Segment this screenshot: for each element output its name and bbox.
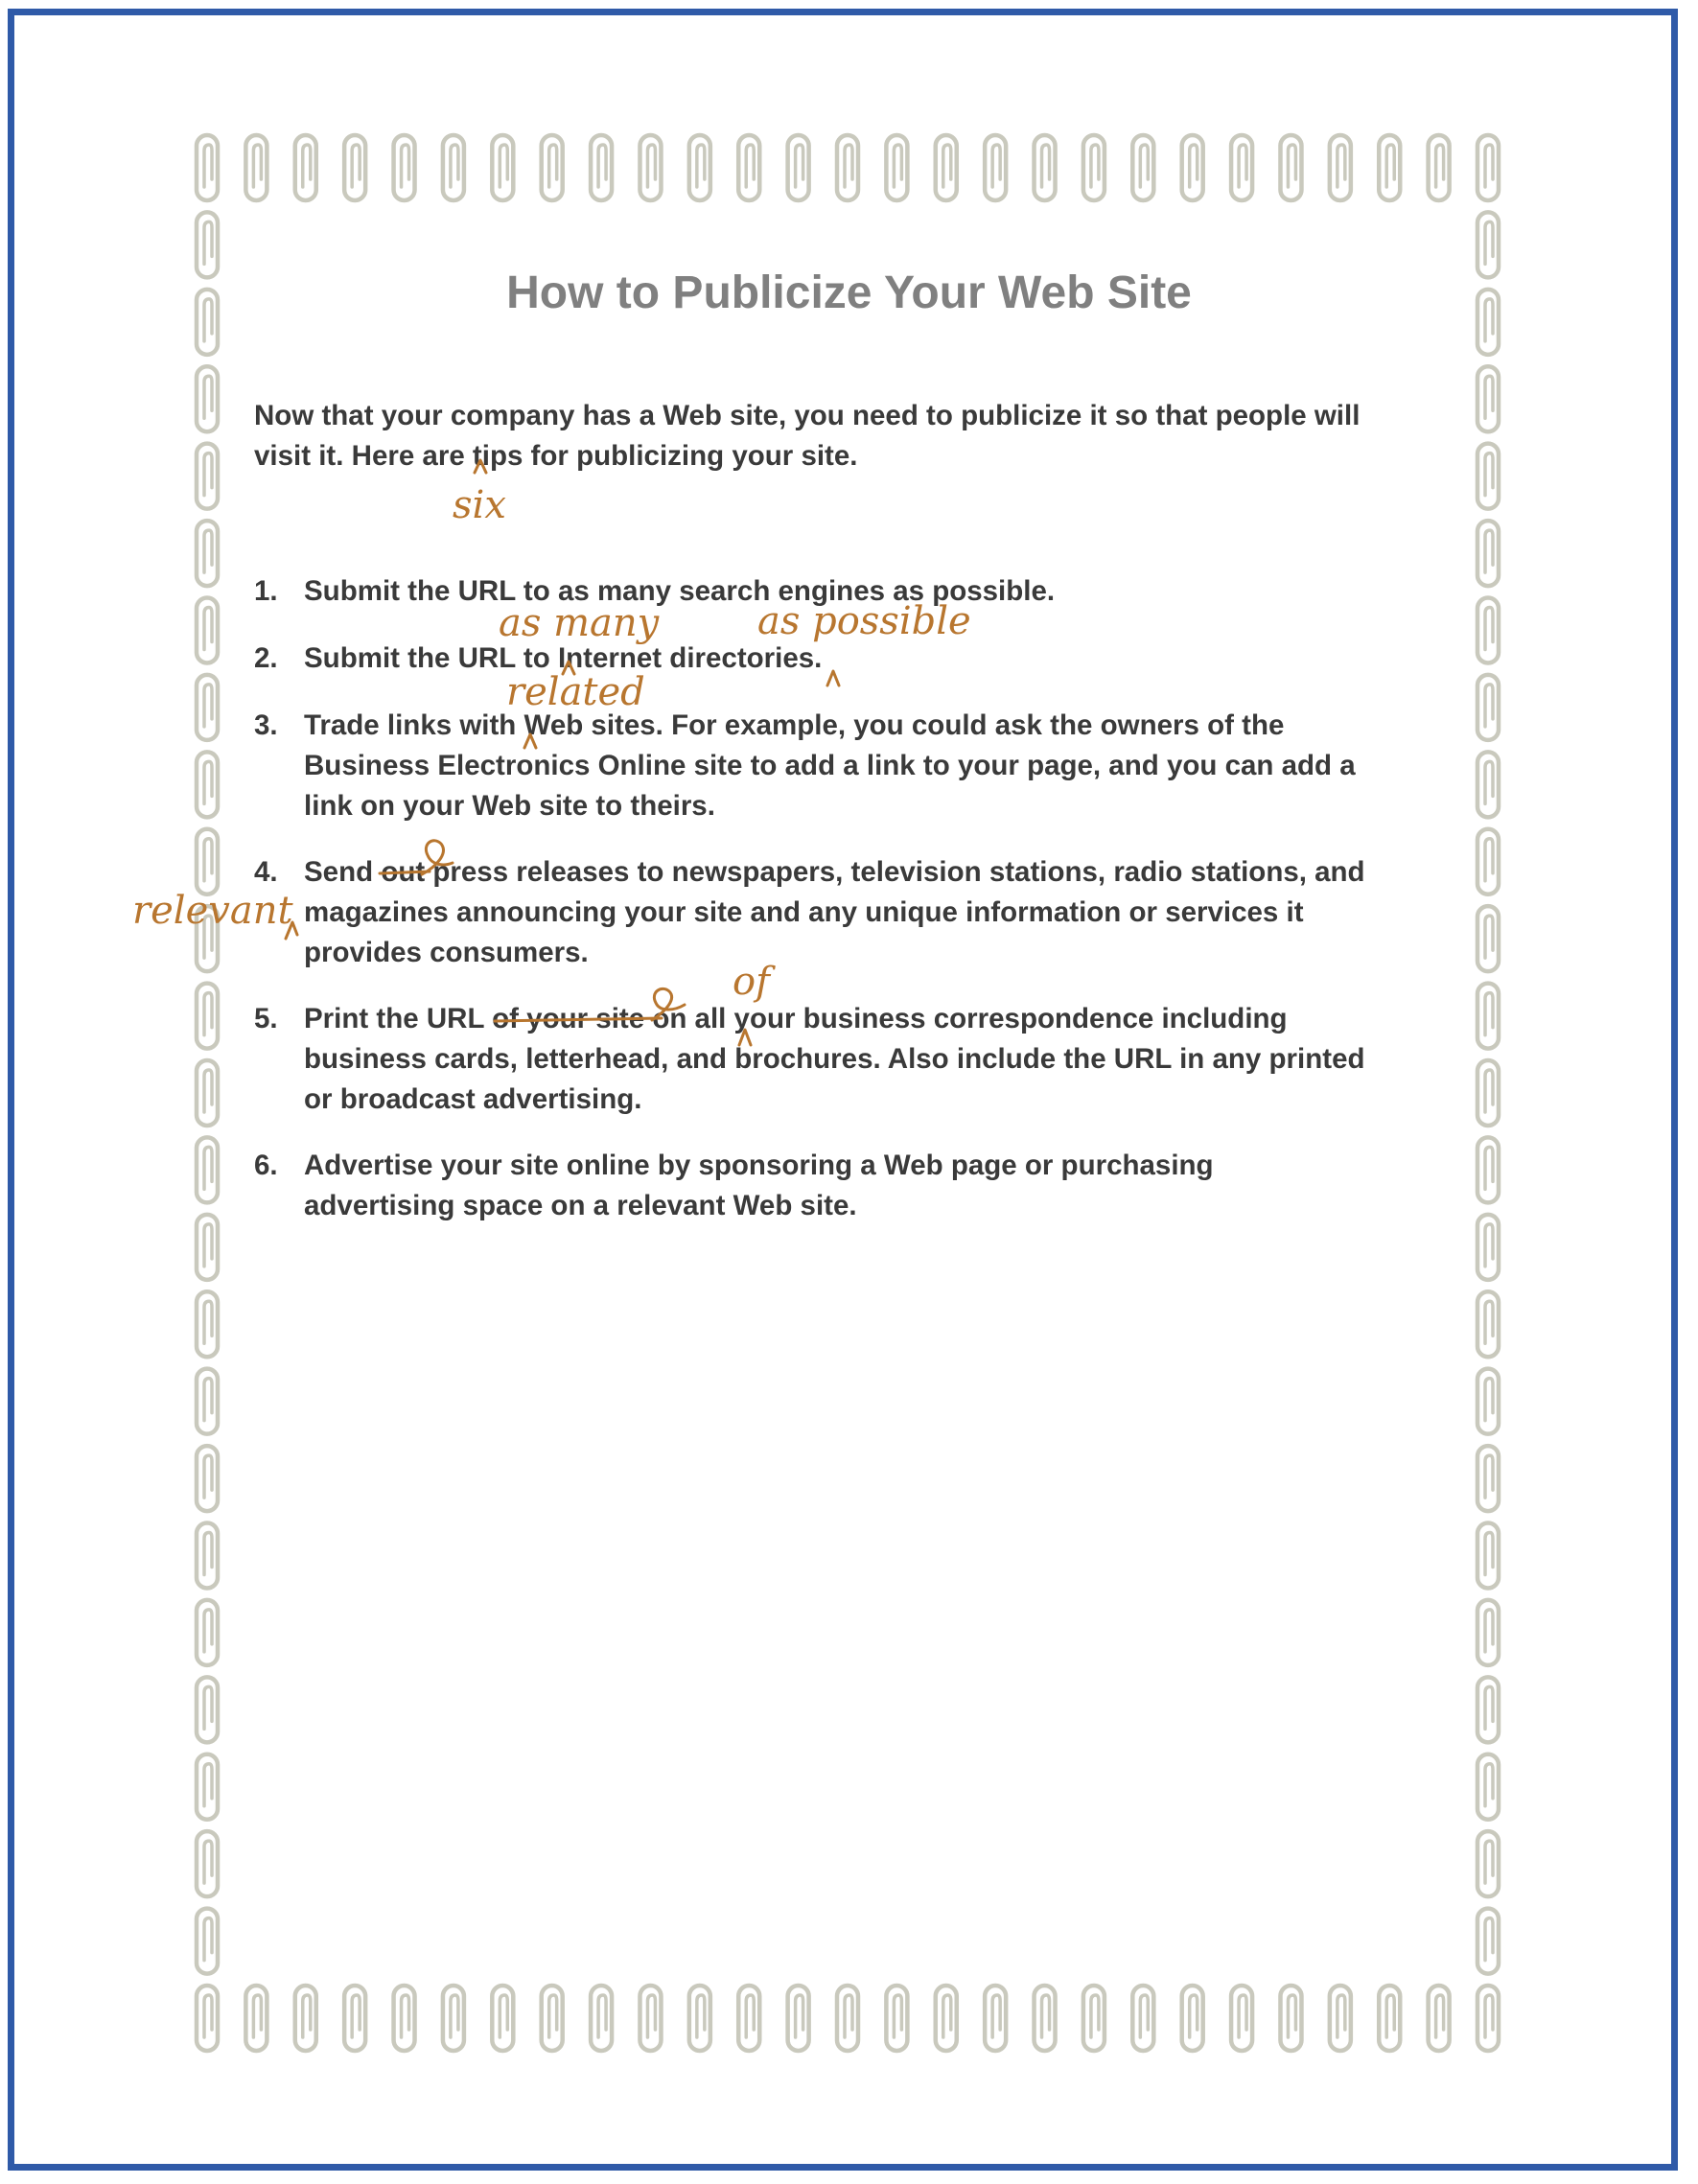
list-number: 5. bbox=[254, 1003, 278, 1034]
list-line: link on your Web site to theirs. bbox=[304, 790, 715, 822]
caret-mark bbox=[563, 662, 574, 674]
list-line: or broadcast advertising. bbox=[304, 1083, 642, 1115]
intro-line: Now that your company has a Web site, you need to publicize it so that people will bbox=[254, 400, 1361, 431]
caret-mark bbox=[475, 460, 486, 473]
list-number: 4. bbox=[254, 856, 278, 888]
caret-mark bbox=[739, 1030, 751, 1045]
list-line: Submit the URL to Internet directories. bbox=[304, 642, 823, 674]
delete-mark bbox=[422, 841, 453, 874]
list-line: Print the URL of your site on all your business correspondence including bbox=[304, 1003, 1288, 1034]
list-number: 2. bbox=[254, 642, 278, 674]
caret-mark bbox=[286, 922, 297, 939]
annotation-relevant: relevant bbox=[132, 889, 293, 933]
annotation-of: of bbox=[733, 960, 770, 1004]
intro-line: visit it. Here are tips for publicizing your site. bbox=[254, 440, 858, 472]
list-number: 3. bbox=[254, 709, 278, 741]
annotation-related: related bbox=[506, 670, 645, 714]
list-line: Send out press releases to newspapers, television stations, radio stations, and bbox=[304, 856, 1365, 888]
list-number: 6. bbox=[254, 1150, 278, 1181]
caret-mark bbox=[524, 734, 536, 748]
list-line: advertising space on a relevant Web site. bbox=[304, 1190, 857, 1221]
list-line: Business Electronics Online site to add a link to your page, and you can add a bbox=[304, 750, 1356, 781]
annotation-six: six bbox=[453, 483, 506, 527]
delete-mark bbox=[652, 988, 685, 1020]
list-number: 1. bbox=[254, 575, 278, 607]
list-line: Submit the URL to as many search engines as possible. bbox=[304, 575, 1056, 607]
list-line: magazines announcing your site and any unique information or services it bbox=[304, 896, 1304, 928]
annotation-as-many: as many bbox=[499, 601, 660, 645]
list-line: provides consumers. bbox=[304, 937, 589, 968]
list-line: business cards, letterhead, and brochures. Also include the URL in any printed bbox=[304, 1043, 1365, 1075]
annotation-as-possible: as possible bbox=[757, 599, 971, 643]
strike-out bbox=[495, 1018, 662, 1021]
document-title: How to Publicize Your Web Site bbox=[506, 267, 1192, 318]
list-line: Advertise your site online by sponsoring a Web page or purchasing bbox=[304, 1150, 1214, 1181]
caret-mark bbox=[827, 671, 839, 685]
list-line: Trade links with Web sites. For example, you could ask the owners of the bbox=[304, 709, 1285, 741]
